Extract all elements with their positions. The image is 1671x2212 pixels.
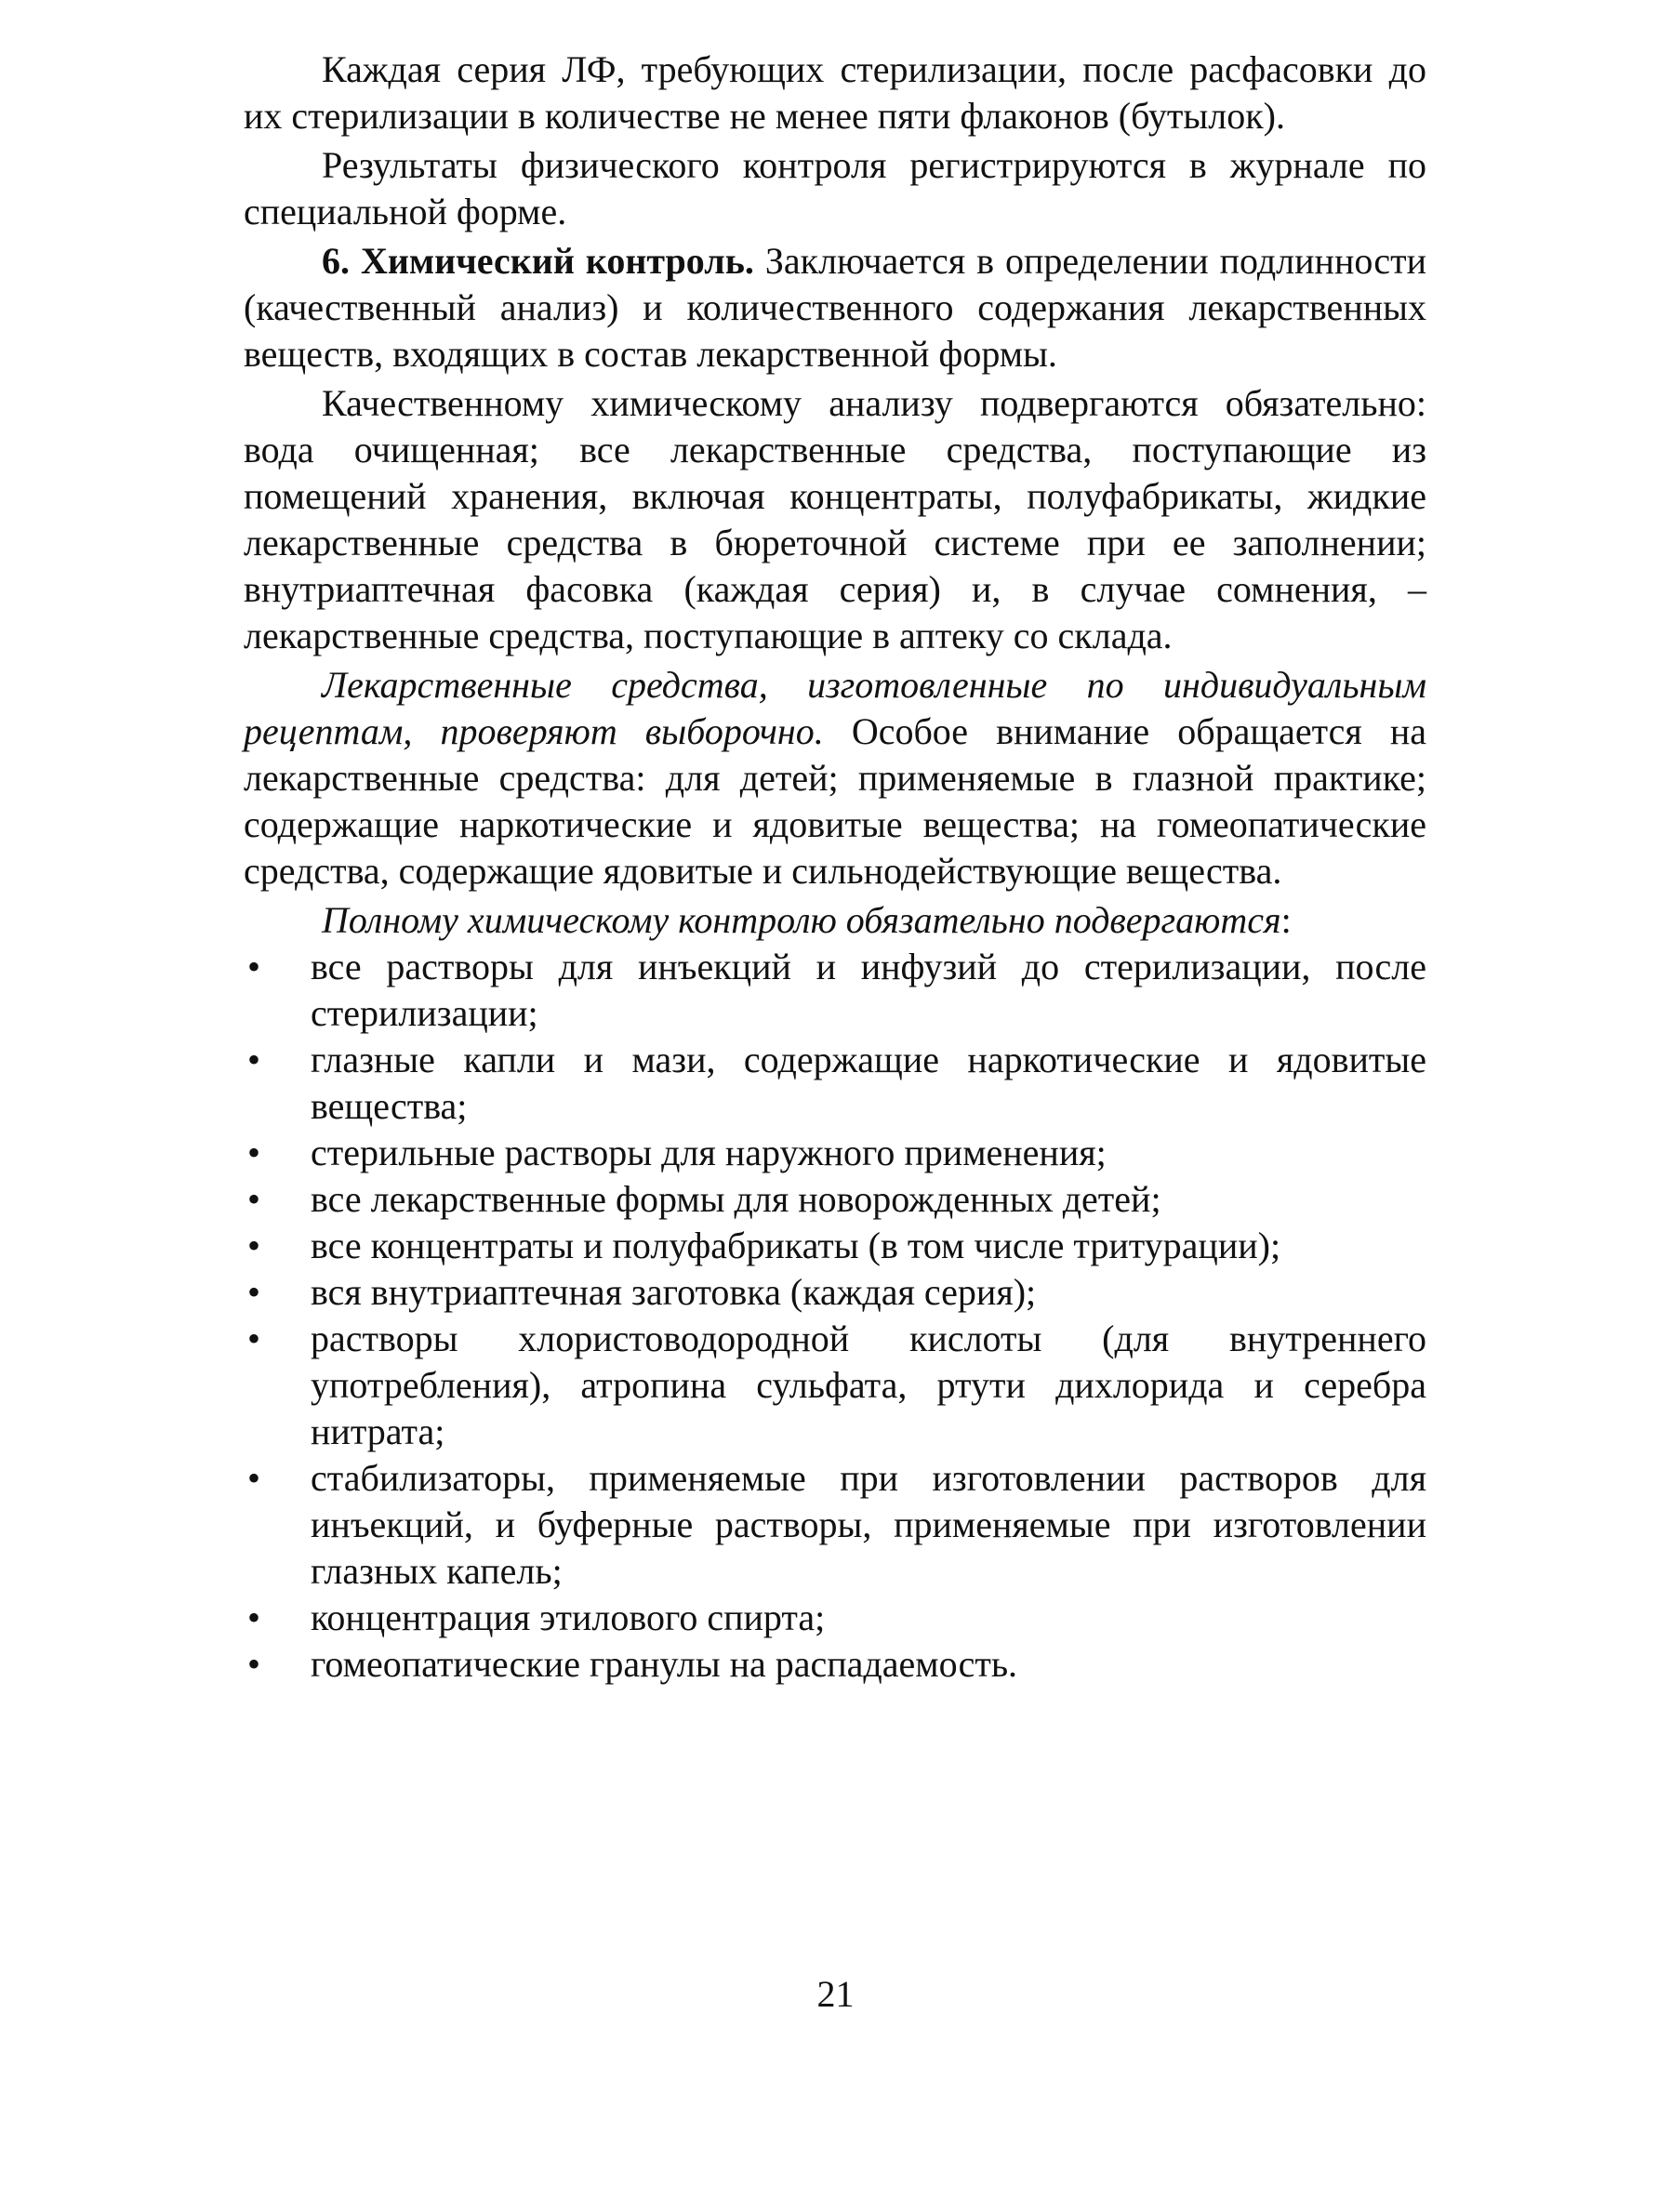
selective-check-italic: Лекарственные средства, изготовленные по индивидуальным рецептам, проверяют выборочно. <box>244 664 1426 752</box>
paragraph-physical-control-results: Результаты физического контроля регистрируются в журнале по специальной форме. <box>244 144 1426 232</box>
paragraph-full-control-intro <box>244 897 1426 944</box>
list-item <box>244 1595 1426 1641</box>
list-item-text: все лекарственные формы для новорожденных детей; <box>311 1178 1161 1220</box>
list-item-text: все концентраты и полуфабрикаты (в том числе тритурации); <box>311 1225 1281 1266</box>
list-item-text: растворы хлористоводородной кислоты (для внутреннего употребления), атропина сульфата, ртути дихлорида и серебра нитрата; <box>311 1318 1426 1452</box>
document-page <box>244 46 1426 1688</box>
page-number: 21 <box>816 1973 855 2015</box>
list-item-text: стерильные растворы для наружного применения; <box>311 1132 1107 1173</box>
paragraph-qualitative-analysis: Качественному химическому анализу подвергаются обязательно: вода очищенная; все лекарственные средства, поступающие из помещений хранения, включая концентраты, полуфабрикаты, жидкие лекарственные средства в бюреточной системе при ее заполнении; внутриаптечная фасовка (каждая серия) и, в случае сомнения, – лекарственные средства, поступающие в аптеку со склада. <box>244 382 1426 656</box>
full-control-italic: Полному химическому контролю обязательно подвергаются <box>322 899 1281 941</box>
bullet-icon: • <box>246 1457 260 1499</box>
list-item-text: глазные капли и мази, содержащие наркотические и ядовитые вещества; <box>311 1039 1426 1127</box>
bullet-icon: • <box>246 946 260 987</box>
list-item-text: вся внутриаптечная заготовка (каждая серия); <box>311 1271 1037 1313</box>
list-item <box>244 944 1426 1037</box>
bullet-icon: • <box>246 1132 260 1173</box>
bullet-icon: • <box>246 1596 260 1638</box>
paragraph-chemical-control <box>244 238 1426 377</box>
full-control-colon: : <box>1280 899 1292 941</box>
list-item <box>244 1316 1426 1455</box>
bullet-icon: • <box>246 1039 260 1080</box>
list-item-text: стабилизаторы, применяемые при изготовлении растворов для инъекций, и буферные растворы, применяемые при изготовлении глазных капель; <box>311 1457 1426 1592</box>
list-item-text: концентрация этилового спирта; <box>311 1596 826 1638</box>
list-item <box>244 1269 1426 1316</box>
list-item <box>244 1455 1426 1595</box>
selective-check-text: Особое внимание обращается на лекарственные средства: для детей; применяемые в глазной практике; содержащие наркотические и ядовитые вещества; на гомеопатические средства, содержащие ядовитые и сильнодействующие вещества. <box>244 710 1426 892</box>
list-item <box>244 1223 1426 1269</box>
bullet-icon: • <box>246 1643 260 1685</box>
list-item-text: все растворы для инъекций и инфузий до стерилизации, после стерилизации; <box>311 946 1426 1034</box>
bullet-icon: • <box>246 1318 260 1359</box>
bullet-icon: • <box>246 1178 260 1220</box>
paragraph-selective-check <box>244 662 1426 894</box>
list-item <box>244 1641 1426 1688</box>
chemical-control-text: Заключается в определении подлинности (качественный анализ) и количественного содержания лекарственных веществ, входящих в состав лекарственной формы. <box>244 240 1427 375</box>
paragraph-sterilization-series: Каждая серия ЛФ, требующих стерилизации, после расфасовки до их стерилизации в количестве не менее пяти флаконов (бутылок). <box>244 48 1426 137</box>
list-item-text: гомеопатические гранулы на распадаемость. <box>311 1643 1018 1685</box>
list-item <box>244 1130 1426 1176</box>
list-item <box>244 1037 1426 1130</box>
list-item <box>244 1176 1426 1223</box>
bullet-icon: • <box>246 1225 260 1266</box>
full-control-list <box>244 944 1426 1688</box>
bullet-icon: • <box>246 1271 260 1313</box>
section-heading-chemical-control: 6. Химический контроль. <box>322 240 754 282</box>
